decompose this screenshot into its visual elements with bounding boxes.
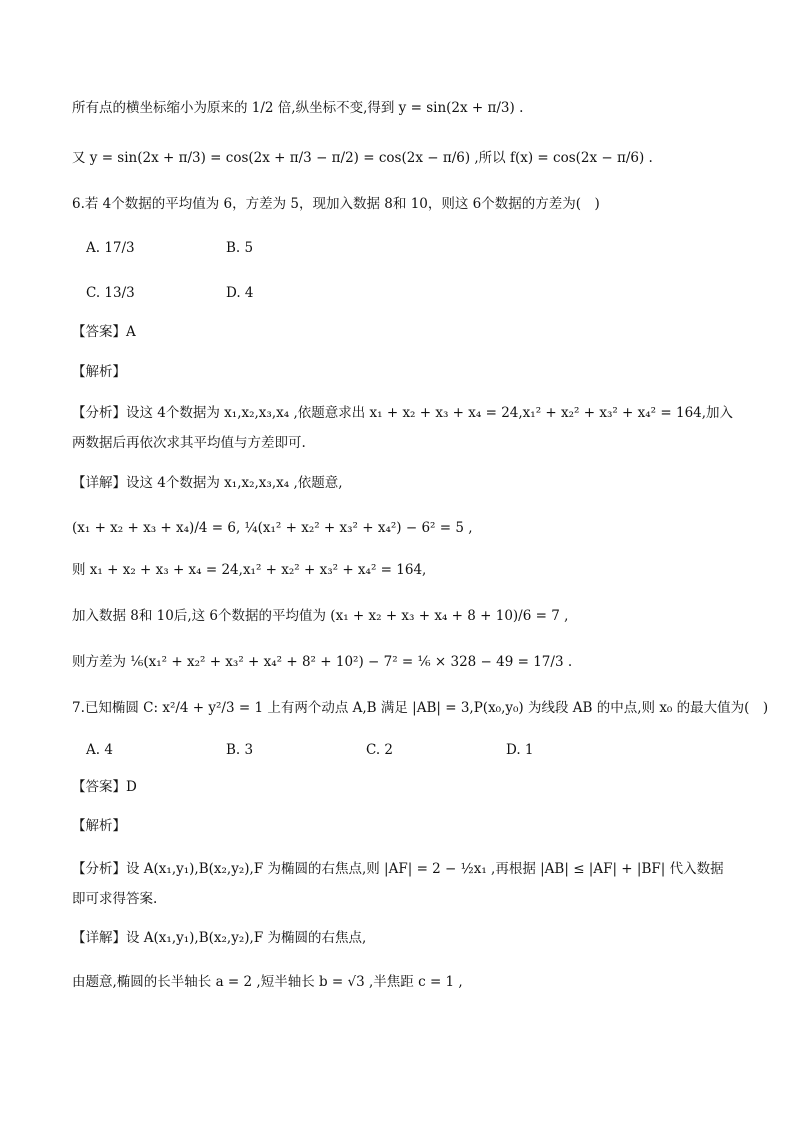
q6-equation-1: (x₁ + x₂ + x₃ + x₄)/4 = 6, ¼(x₁² + x₂² + x₃² + x₄²) − 6² = 5 , (72, 520, 473, 536)
q7-option-a: A. 4 (86, 742, 113, 758)
q7-equation-1: 由题意,椭圆的长半轴长 a = 2 ,短半轴长 b = √3 ,半焦距 c = 1 , (72, 974, 463, 990)
q6-fenxi: 【分析】设这 4个数据为 x₁,x₂,x₃,x₄ ,依题意求出 x₁ + x₂ + x₃ + x₄ = 24,x₁² + x₂² + x₃² + x₄² = 164,加入两数据后再依次求其平均值与方差即可. (72, 405, 734, 451)
q6-option-d: D. 4 (226, 285, 254, 301)
q7-xiangjie: 【详解】设 A(x₁,y₁),B(x₂,y₂),F 为椭圆的右焦点, (72, 930, 367, 946)
q7-answer: 【答案】D (72, 779, 137, 795)
q7-option-d: D. 1 (506, 742, 534, 758)
q6-option-b: B. 5 (226, 240, 254, 256)
solution-line-2: 又 y = sin(2x + π/3) = cos(2x + π/3 − π/2) = cos(2x − π/6) ,所以 f(x) = cos(2x − π/6) . (72, 150, 653, 166)
q7-option-c: C. 2 (366, 742, 394, 758)
q6-option-a: A. 17/3 (86, 240, 135, 256)
q6-xiangjie: 【详解】设这 4个数据为 x₁,x₂,x₃,x₄ ,依题意, (72, 475, 343, 491)
q6-equation-4: 则方差为 ⅙(x₁² + x₂² + x₃² + x₄² + 8² + 10²) − 7² = ⅙ × 328 − 49 = 17/3 . (72, 654, 573, 670)
solution-line-1: 所有点的横坐标缩小为原来的 1/2 倍,纵坐标不变,得到 y = sin(2x + π/3) . (72, 100, 524, 116)
q6-option-c: C. 13/3 (86, 285, 135, 301)
q6-analysis-heading: 【解析】 (72, 364, 126, 380)
q7-fenxi: 【分析】设 A(x₁,y₁),B(x₂,y₂),F 为椭圆的右焦点,则 |AF| = 2 − ½x₁ ,再根据 |AB| ≤ |AF| + |BF| 代入数据即可求得答案. (72, 861, 724, 907)
question-6-stem: 6.若 4个数据的平均值为 6，方差为 5，现加入数据 8和 10，则这 6个数据的方差为( ) (72, 196, 600, 212)
question-7-stem: 7.已知椭圆 C: x²/4 + y²/3 = 1 上有两个动点 A,B 满足 |AB| = 3,P(x₀,y₀) 为线段 AB 的中点,则 x₀ 的最大值为( ) (72, 700, 769, 716)
q7-option-b: B. 3 (226, 742, 254, 758)
q6-equation-2: 则 x₁ + x₂ + x₃ + x₄ = 24,x₁² + x₂² + x₃² + x₄² = 164, (72, 562, 427, 578)
q7-analysis-heading: 【解析】 (72, 818, 126, 834)
q6-answer: 【答案】A (72, 324, 136, 340)
q6-equation-3: 加入数据 8和 10后,这 6个数据的平均值为 (x₁ + x₂ + x₃ + x₄ + 8 + 10)/6 = 7 , (72, 608, 569, 624)
